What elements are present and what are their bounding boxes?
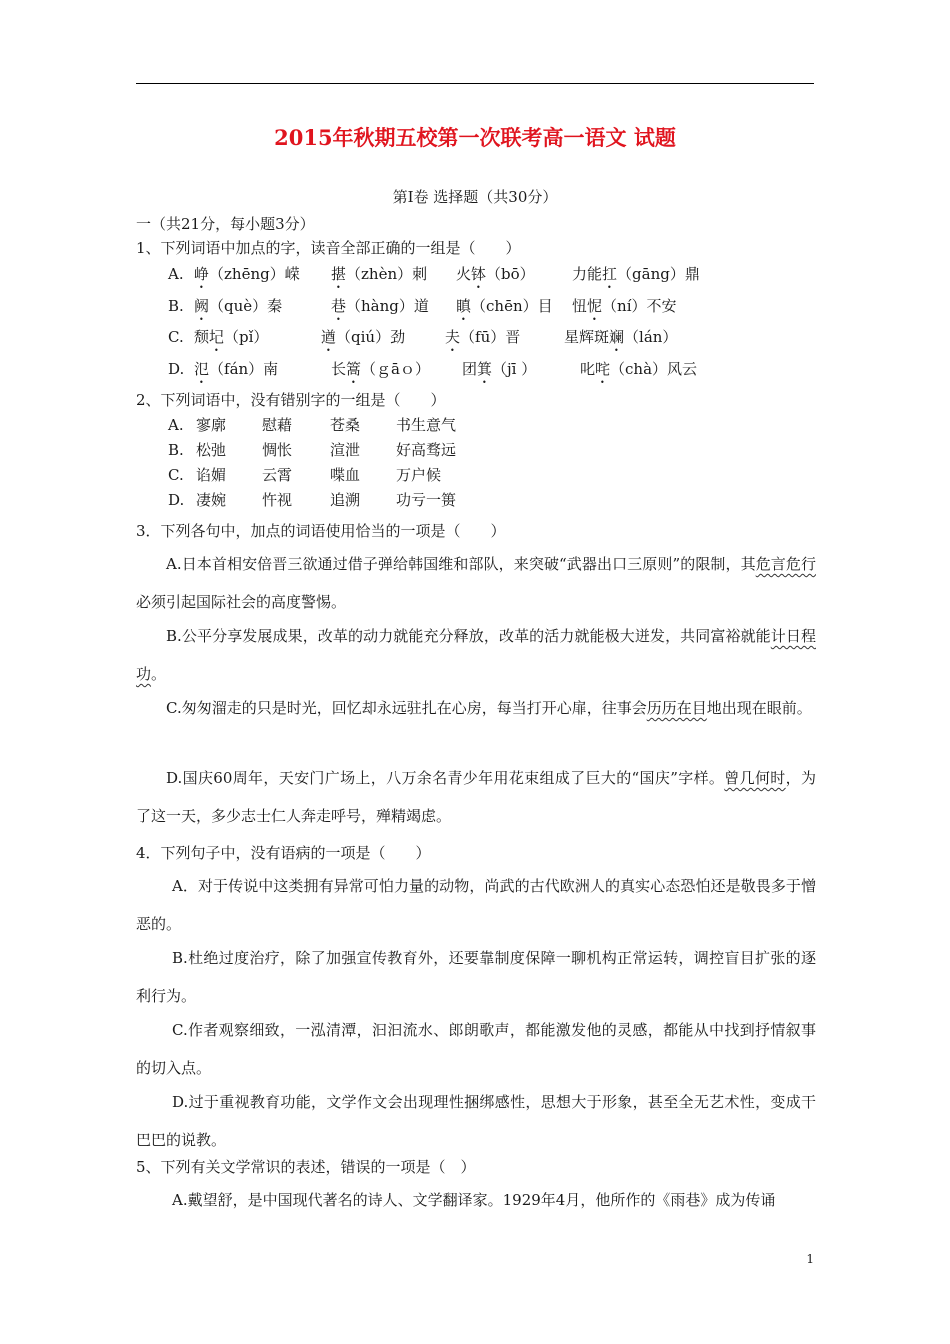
q1-c-word-4: 星辉斑斓（lán） [564, 328, 678, 346]
option-label: D. [168, 491, 185, 509]
option-label: A. [168, 416, 184, 434]
q4-option-d: D.过于重视教育功能，文学作文会出现理性捆绑感性，思想大于形象，甚至全无艺术性，变成干巴巴的说教。 [136, 1093, 816, 1149]
option-label: C. [168, 466, 184, 484]
option-label: C. [168, 328, 184, 346]
word: 追溯 [330, 491, 361, 509]
q5-stem: 5、下列有关文学常识的表述，错误的一项是（ ） [136, 1158, 476, 1176]
option-label: B. [168, 441, 184, 459]
q2-stem: 2、下列词语中，没有错别字的一组是（ ） [136, 391, 446, 409]
marked-phrase: 计日程功 [136, 627, 816, 683]
word: 云霄 [262, 466, 293, 484]
q1-a-word-3: 火钵（bō） [456, 265, 535, 283]
word: 喋血 [330, 466, 361, 484]
q2-option-d [0, 490, 950, 510]
q1-d-word-2: 长篙（ｇāｏ） [331, 360, 430, 378]
header-rule [136, 83, 814, 84]
word: 功亏一篑 [396, 491, 457, 509]
q1-a-word-2: 揕（zhèn）刺 [331, 265, 428, 283]
page-number: 1 [806, 1252, 814, 1266]
q4-option-c: C.作者观察细致，一泓清潭，汩汩流水、郎朗歌声，都能激发他的灵感，都能从中找到抒情叙事的切入点。 [136, 1021, 816, 1077]
word: 忤视 [262, 491, 293, 509]
q4-option-b: B.杜绝过度治疗，除了加强宣传教育外，还要靠制度保障一聊机构正常运转，调控盲目扩张的逐利行为。 [136, 949, 816, 1005]
q3-option-c: C.匆匆溜走的只是时光，回忆却永远驻扎在心房，每当打开心扉，往事会历历在目地出现在眼前。 [166, 699, 812, 717]
q1-b-word-2: 巷（hàng）道 [331, 297, 429, 315]
word: 寥廓 [196, 416, 227, 434]
q1-d-word-1: 氾（fán）南 [194, 360, 279, 378]
q1-a-word-1: 峥（zhēng）嵘 [194, 265, 300, 283]
q4-stem: 4．下列句子中，没有语病的一项是（ ） [136, 844, 431, 862]
section-heading: 第Ⅰ卷 选择题（共30分） [392, 188, 558, 206]
q1-option-a [0, 264, 950, 284]
word: 谄媚 [196, 466, 227, 484]
q5-option-a: A.戴望舒，是中国现代著名的诗人、文学翻译家。1929年4月，他所作的《雨巷》成为传诵 [172, 1191, 776, 1209]
q3-option-d: D.国庆60周年，天安门广场上，八万余名青少年用花束组成了巨大的“国庆”字样。曾几何时，为了这一天，多少志士仁人奔走呼号，殚精竭虑。 [136, 769, 816, 825]
marked-phrase: 历历在目 [646, 699, 707, 717]
q1-option-b [0, 296, 950, 316]
option-label: A. [168, 265, 184, 283]
q1-c-word-1: 颓圮（pǐ） [194, 328, 269, 346]
q1-b-word-3: 瞋（chēn）目 [456, 297, 553, 315]
page-title: 2015年秋期五校第一次联考高一语文 试题 [274, 125, 676, 150]
q1-b-word-4: 忸怩（ní）不安 [572, 297, 677, 315]
q3-option-b: B.公平分享发展成果，改革的动力就能充分释放，改革的活力就能极大迸发，共同富裕就能计日程功。 [136, 627, 816, 683]
q1-a-word-4: 力能扛（gāng）鼎 [572, 265, 700, 283]
q1-c-word-2: 遒（qiú）劲 [321, 328, 406, 346]
q3-option-a: A.日本首相安倍晋三欲通过借子弹给韩国维和部队，来突破“武器出口三原则”的限制，其危言危行必须引起国际社会的高度警惕。 [136, 555, 816, 611]
q1-c-word-3: 夫（fū）晋 [445, 328, 521, 346]
word: 渲泄 [330, 441, 361, 459]
marked-phrase: 危言危行 [755, 555, 816, 573]
q2-option-c [0, 465, 950, 485]
word: 惆怅 [262, 441, 293, 459]
q1-d-word-3: 团箕（jī ） [462, 360, 537, 378]
q1-option-c [0, 327, 950, 347]
word: 苍桑 [330, 416, 361, 434]
marked-phrase: 曾几何时 [724, 769, 786, 787]
word: 万户候 [396, 466, 442, 484]
q4-option-a: A．对于传说中这类拥有异常可怕力量的动物，尚武的古代欧洲人的真实心态恐怕还是敬畏多于憎恶的。 [136, 877, 816, 933]
q1-d-word-4: 叱咤（chà）风云 [580, 360, 698, 378]
q2-option-b [0, 440, 950, 460]
option-label: B. [168, 297, 184, 315]
q1-option-d [0, 359, 950, 379]
word: 凄婉 [196, 491, 227, 509]
word: 松弛 [196, 441, 227, 459]
part-one-heading: 一（共21分，每小题3分） [136, 215, 315, 233]
q1-stem: 1、下列词语中加点的字，读音全部正确的一组是（ ） [136, 239, 521, 257]
q1-b-word-1: 阙（què）秦 [194, 297, 283, 315]
q2-option-a [0, 415, 950, 435]
word: 书生意气 [396, 416, 457, 434]
q3-stem: 3．下列各句中，加点的词语使用恰当的一项是（ ） [136, 522, 506, 540]
option-label: D. [168, 360, 185, 378]
word: 慰藉 [262, 416, 293, 434]
word: 好高骛远 [396, 441, 457, 459]
